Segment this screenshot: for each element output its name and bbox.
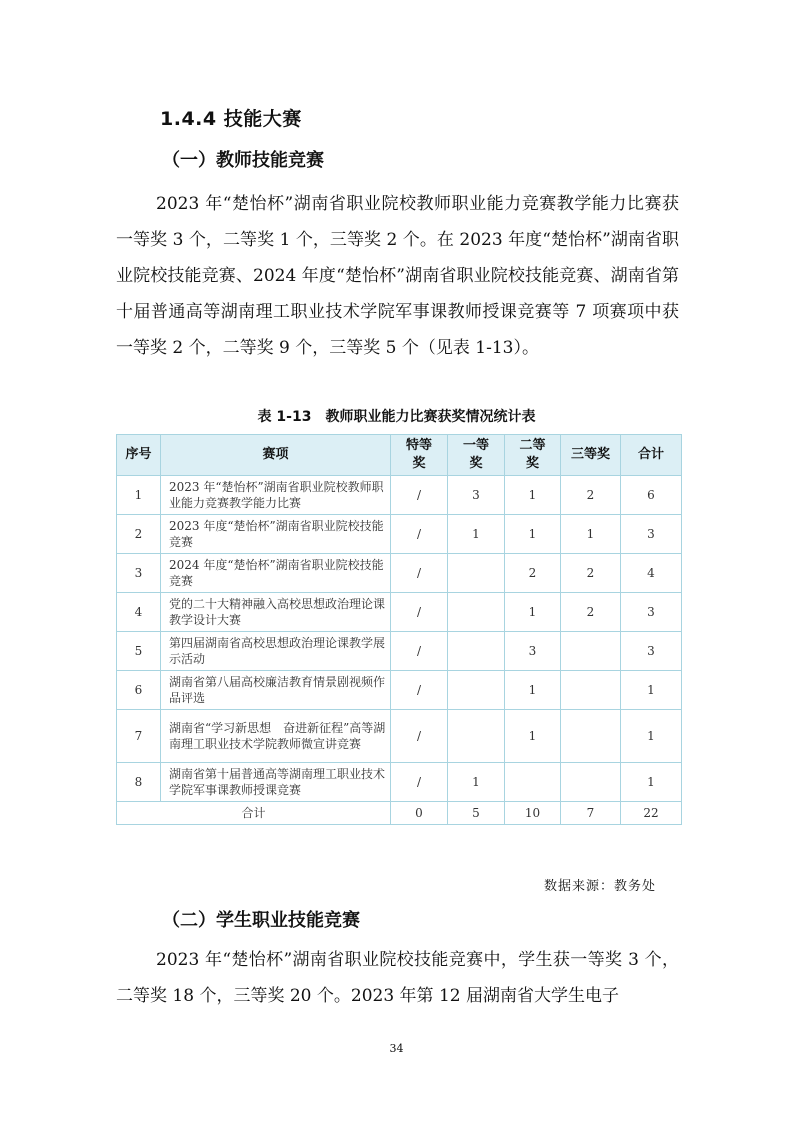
cell-special: / <box>391 763 448 802</box>
cell-special: / <box>391 515 448 554</box>
paragraph-student-awards: 2023 年“楚怡杯”湖南省职业院校技能竞赛中，学生获一等奖 3 个，二等奖 18 个，三等奖 20 个。2023 年第 12 届湖南省大学生电子 <box>116 950 679 1006</box>
cell-third: 1 <box>561 515 621 554</box>
cell-total: 3 <box>621 593 682 632</box>
cell-third: 2 <box>561 554 621 593</box>
table-caption: 表 1-13 教师职业能力比赛获奖情况统计表 <box>257 409 536 425</box>
cell-third: 2 <box>561 593 621 632</box>
cell-total: 3 <box>621 632 682 671</box>
total-first: 5 <box>448 802 505 825</box>
cell-first <box>448 554 505 593</box>
section-heading: 1.4.4 技能大赛 <box>160 108 302 130</box>
table-row <box>117 763 682 802</box>
cell-no: 8 <box>117 763 161 802</box>
total-second: 10 <box>505 802 561 825</box>
table-row <box>117 515 682 554</box>
data-source-note: 数据来源：教务处 <box>544 879 657 894</box>
cell-first: 1 <box>448 515 505 554</box>
award-table <box>116 434 682 825</box>
cell-first <box>448 593 505 632</box>
cell-event: 湖南省第十届普通高等湖南理工职业技术学院军事课教师授课竞赛 <box>161 763 391 802</box>
page-number: 34 <box>389 1042 404 1055</box>
cell-second: 2 <box>505 554 561 593</box>
table-total-row <box>117 802 682 825</box>
cell-event: 党的二十大精神融入高校思想政治理论课教学设计大赛 <box>161 593 391 632</box>
header-second: 二等奖 <box>505 435 561 476</box>
cell-second: 1 <box>505 515 561 554</box>
table-header-row <box>117 435 682 476</box>
cell-third: 2 <box>561 476 621 515</box>
cell-event: 湖南省第八届高校廉洁教育情景剧视频作品评选 <box>161 671 391 710</box>
cell-second: 1 <box>505 671 561 710</box>
subsection-title-student: （二）学生职业技能竞赛 <box>162 910 360 931</box>
cell-event: 2024 年度“楚怡杯”湖南省职业院校技能竞赛 <box>161 554 391 593</box>
cell-first <box>448 632 505 671</box>
header-first: 一等奖 <box>448 435 505 476</box>
cell-second <box>505 763 561 802</box>
cell-total: 4 <box>621 554 682 593</box>
cell-first: 3 <box>448 476 505 515</box>
cell-first <box>448 710 505 763</box>
cell-event: 2023 年“楚怡杯”湖南省职业院校教师职业能力竞赛教学能力比赛 <box>161 476 391 515</box>
total-label: 合计 <box>117 802 391 825</box>
cell-no: 3 <box>117 554 161 593</box>
table-row <box>117 632 682 671</box>
cell-total: 1 <box>621 763 682 802</box>
subsection-title-teacher: （一）教师技能竞赛 <box>162 150 324 171</box>
cell-event: 湖南省“学习新思想 奋进新征程”高等湖南理工职业技术学院教师微宣讲竞赛 <box>161 710 391 763</box>
table-row <box>117 671 682 710</box>
header-total: 合计 <box>621 435 682 476</box>
cell-no: 6 <box>117 671 161 710</box>
cell-second: 3 <box>505 632 561 671</box>
table-row <box>117 476 682 515</box>
total-special: 0 <box>391 802 448 825</box>
cell-special: / <box>391 593 448 632</box>
table-row <box>117 710 682 763</box>
cell-no: 1 <box>117 476 161 515</box>
header-event: 赛项 <box>161 435 391 476</box>
cell-special: / <box>391 632 448 671</box>
cell-second: 1 <box>505 476 561 515</box>
cell-first <box>448 671 505 710</box>
cell-third <box>561 710 621 763</box>
table-row <box>117 554 682 593</box>
cell-special: / <box>391 710 448 763</box>
cell-special: / <box>391 671 448 710</box>
paragraph-teacher-awards: 2023 年“楚怡杯”湖南省职业院校教师职业能力竞赛教学能力比赛获一等奖 3 个，二等奖 1 个，三等奖 2 个。在 2023 年度“楚怡杯”湖南省职业院校技能竞赛、2024 年度“楚怡杯”湖南省职业院校技能竞赛、湖南省第十届普通高等湖南理工职业技术学院军事课教师授课竞赛等 7 项赛项中获一等奖 2 个，二等奖 9 个，三等奖 5 个（见表 1-13）。 <box>116 194 679 358</box>
cell-total: 6 <box>621 476 682 515</box>
cell-third <box>561 632 621 671</box>
total-total: 22 <box>621 802 682 825</box>
header-no: 序号 <box>117 435 161 476</box>
cell-special: / <box>391 554 448 593</box>
cell-no: 2 <box>117 515 161 554</box>
cell-no: 4 <box>117 593 161 632</box>
cell-second: 1 <box>505 593 561 632</box>
cell-third <box>561 763 621 802</box>
cell-first: 1 <box>448 763 505 802</box>
cell-total: 1 <box>621 710 682 763</box>
header-third: 三等奖 <box>561 435 621 476</box>
header-special: 特等奖 <box>391 435 448 476</box>
cell-third <box>561 671 621 710</box>
cell-event: 第四届湖南省高校思想政治理论课教学展示活动 <box>161 632 391 671</box>
cell-total: 3 <box>621 515 682 554</box>
total-third: 7 <box>561 802 621 825</box>
cell-no: 5 <box>117 632 161 671</box>
table-row <box>117 593 682 632</box>
cell-second: 1 <box>505 710 561 763</box>
cell-special: / <box>391 476 448 515</box>
cell-total: 1 <box>621 671 682 710</box>
cell-event: 2023 年度“楚怡杯”湖南省职业院校技能竞赛 <box>161 515 391 554</box>
cell-no: 7 <box>117 710 161 763</box>
